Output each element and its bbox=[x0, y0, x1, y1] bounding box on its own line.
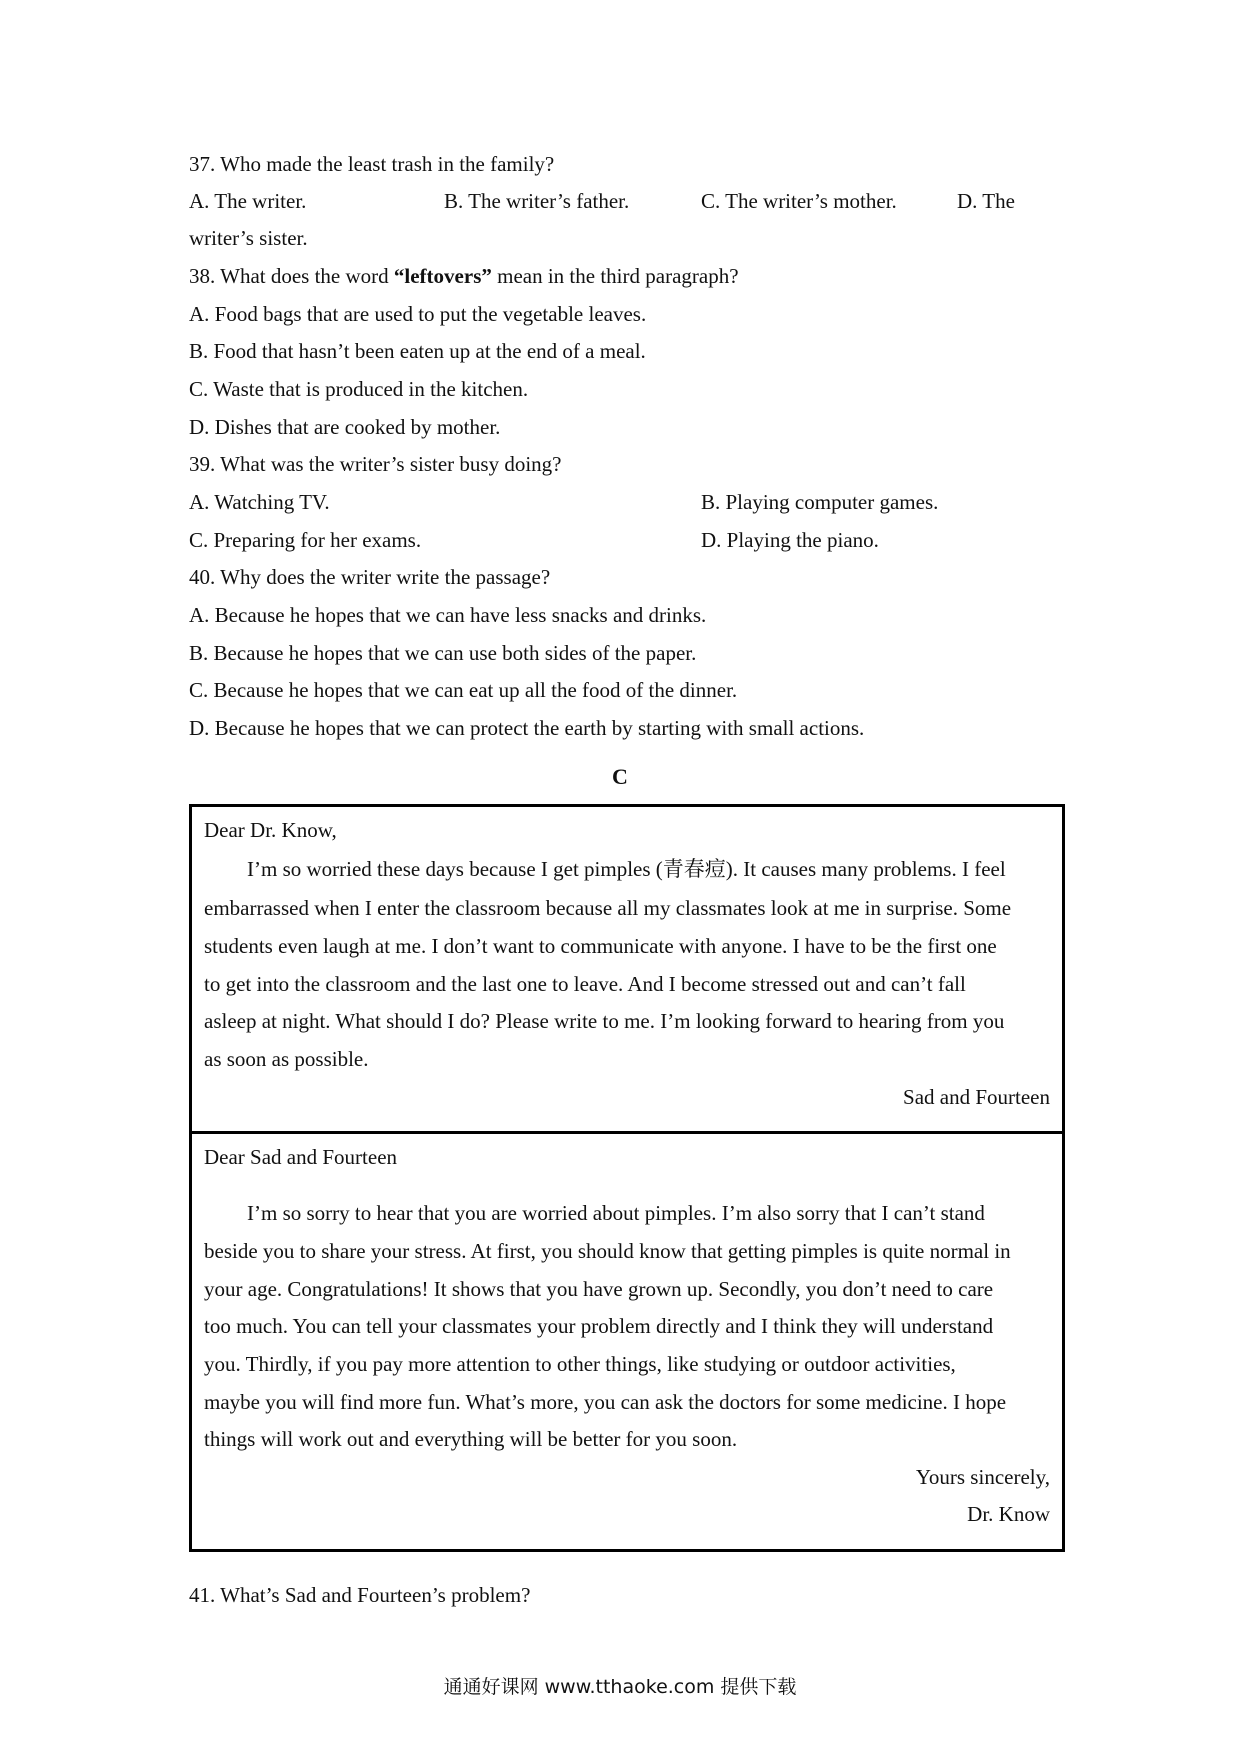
q40-option-b: B. Because he hopes that we can use both sides of the paper. bbox=[189, 641, 697, 665]
letter2-line: maybe you will find more fun. What’s more, you can ask the doctors for some medicine. I hope bbox=[204, 1390, 1007, 1414]
q39-option-c: C. Preparing for her exams. bbox=[189, 528, 422, 552]
q37-option-a: A. The writer. bbox=[189, 189, 307, 213]
letter1-line: embarrassed when I enter the classroom because all my classmates look at me in surprise. Some bbox=[204, 896, 1012, 920]
letter1-line: as soon as possible. bbox=[204, 1047, 369, 1071]
q40-option-c: C. Because he hopes that we can eat up all the food of the dinner. bbox=[189, 678, 738, 702]
letter-box-2 bbox=[189, 1131, 1065, 1552]
letter2-line: you. Thirdly, if you pay more attention to other things, like studying or outdoor activities, bbox=[204, 1352, 956, 1376]
letter1-line: to get into the classroom and the last one to leave. And I become stressed out and can’t fall bbox=[204, 972, 966, 996]
letter-box-1 bbox=[189, 804, 1065, 1134]
letter1-signature: Sad and Fourteen bbox=[903, 1085, 1050, 1109]
letter2-closing: Yours sincerely, bbox=[915, 1465, 1050, 1489]
letter2-line: your age. Congratulations! It shows that you have grown up. Secondly, you don’t need to care bbox=[204, 1277, 994, 1301]
q38-stem-post: mean in the third paragraph? bbox=[491, 264, 739, 288]
letter1-greeting: Dear Dr. Know, bbox=[204, 818, 337, 842]
letter2-signature: Dr. Know bbox=[967, 1502, 1050, 1526]
q38-stem-pre: 38. What does the word bbox=[189, 264, 394, 288]
section-title: C bbox=[612, 764, 628, 789]
q39-option-d: D. Playing the piano. bbox=[701, 528, 879, 552]
q40-option-d: D. Because he hopes that we can protect the earth by starting with small actions. bbox=[189, 716, 865, 740]
q40-stem: 40. Why does the writer write the passage? bbox=[189, 565, 551, 589]
letter2-line: beside you to share your stress. At first, you should know that getting pimples is quite normal in bbox=[204, 1239, 1011, 1263]
q39-option-b: B. Playing computer games. bbox=[701, 490, 939, 514]
q38-term: “leftovers” bbox=[393, 264, 492, 288]
letter2-line: I’m so sorry to hear that you are worried about pimples. I’m also sorry that I can’t stand bbox=[247, 1201, 985, 1225]
q40-option-a: A. Because he hopes that we can have less snacks and drinks. bbox=[189, 603, 707, 627]
q38-stem bbox=[189, 263, 739, 289]
q37-option-d: D. The bbox=[957, 189, 1015, 213]
q39-option-a: A. Watching TV. bbox=[189, 490, 330, 514]
q38-option-b: B. Food that hasn’t been eaten up at the end of a meal. bbox=[189, 339, 646, 363]
letter1-line: I’m so worried these days because I get pimples (青春痘). It causes many problems. I feel bbox=[247, 857, 1006, 881]
q37-option-c: C. The writer’s mother. bbox=[701, 189, 897, 213]
q38-option-a: A. Food bags that are used to put the vegetable leaves. bbox=[189, 302, 647, 326]
letter1-line: asleep at night. What should I do? Please write to me. I’m looking forward to hearing from you bbox=[204, 1009, 1005, 1033]
q38-option-c: C. Waste that is produced in the kitchen. bbox=[189, 377, 529, 401]
letter2-greeting: Dear Sad and Fourteen bbox=[204, 1145, 398, 1169]
q37-option-d-continued: writer’s sister. bbox=[189, 226, 308, 250]
letter2-line: too much. You can tell your classmates your problem directly and I think they will understand bbox=[204, 1314, 994, 1338]
letter2-line: things will work out and everything will be better for you soon. bbox=[204, 1427, 738, 1451]
q37-option-b: B. The writer’s father. bbox=[444, 189, 630, 213]
q37-stem: 37. Who made the least trash in the family? bbox=[189, 152, 555, 176]
q41-stem: 41. What’s Sad and Fourteen’s problem? bbox=[189, 1583, 531, 1607]
q39-stem: 39. What was the writer’s sister busy doing? bbox=[189, 452, 562, 476]
footer-watermark: 通通好课网 www.tthaoke.com 提供下载 bbox=[443, 1676, 797, 1698]
q38-option-d: D. Dishes that are cooked by mother. bbox=[189, 415, 501, 439]
letter1-line: students even laugh at me. I don’t want to communicate with anyone. I have to be the first one bbox=[204, 934, 997, 958]
